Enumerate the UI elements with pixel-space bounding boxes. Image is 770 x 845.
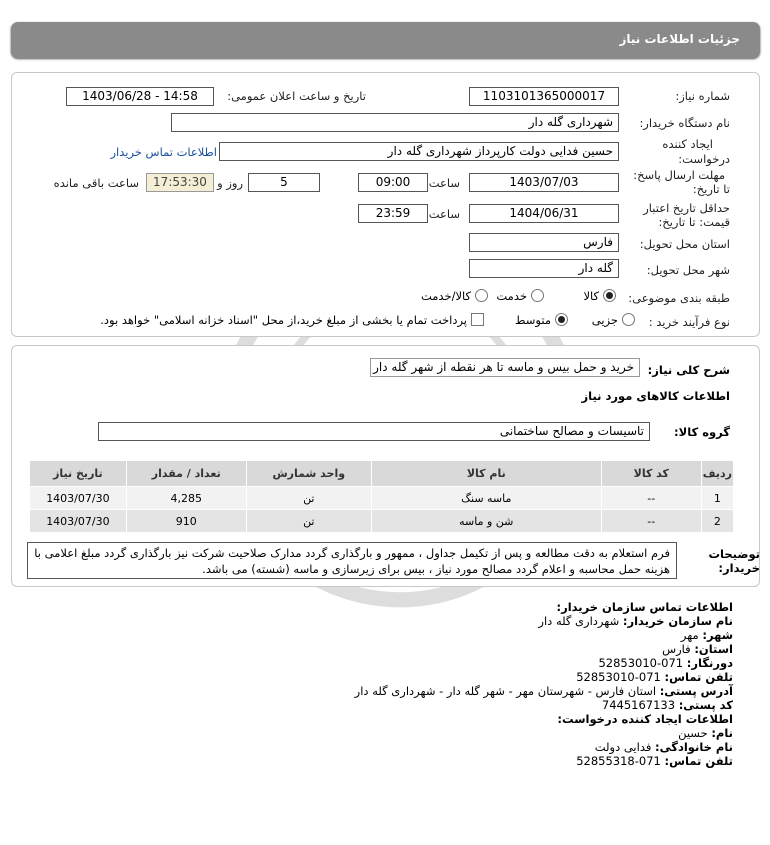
page-header <box>11 22 760 58</box>
col-header-name: نام کالا <box>371 461 601 487</box>
cell-name: ماسه سنگ <box>371 487 601 510</box>
col-header-date: تاریخ نیاز <box>30 461 127 487</box>
cell-date: 1403/07/30 <box>30 487 127 510</box>
goods-group-label: گروه کالا: <box>674 425 730 439</box>
category-option-goods-service[interactable]: کالا/خدمت <box>421 289 488 303</box>
contact-city: شهر: مهر <box>680 628 733 642</box>
col-header-qty: تعداد / مقدار <box>126 461 246 487</box>
col-header-code: کد کالا <box>601 461 701 487</box>
buyer-org-field: شهرداری گله دار <box>171 113 619 132</box>
validity-time-field: 23:59 <box>358 204 428 223</box>
cell-row-num: 1 <box>701 487 733 510</box>
deadline-label-1: مهلت ارسال پاسخ: <box>633 168 725 182</box>
city-field: گله دار <box>469 259 619 278</box>
deadline-label-2: تا تاریخ: <box>692 182 730 196</box>
buyer-notes-label-1: توضیحات <box>708 547 760 561</box>
category-option-service[interactable]: خدمت <box>496 289 544 303</box>
announce-date-label: تاریخ و ساعت اعلان عمومی: <box>227 89 366 103</box>
radio-icon <box>475 289 488 302</box>
goods-group-field: تاسیسات و مصالح ساختمانی <box>98 422 650 441</box>
creator-field: حسین فدایی دولت کارپرداز شهرداری گله دار <box>219 142 619 161</box>
checkbox-icon <box>471 313 484 326</box>
table-row <box>30 510 734 533</box>
radio-selected-icon <box>555 313 568 326</box>
description-field: خرید و حمل بیس و ماسه تا هر نقطه از شهر گله دار <box>370 358 640 377</box>
creator-title: اطلاعات ایجاد کننده درخواست: <box>557 712 733 726</box>
col-header-row-num: ردیف <box>701 461 733 487</box>
table-row <box>30 487 734 510</box>
remaining-time-field: 17:53:30 <box>146 173 214 192</box>
creator-label-2: درخواست: <box>678 152 730 166</box>
cell-unit: تن <box>246 487 371 510</box>
need-number-label: شماره نیاز: <box>675 89 730 103</box>
day-and-label: روز و <box>217 176 243 190</box>
purchase-option-minor[interactable]: جزیی <box>592 313 635 327</box>
radio-icon <box>531 289 544 302</box>
purchase-option-medium[interactable]: متوسط <box>515 313 568 327</box>
cell-qty: 4,285 <box>126 487 246 510</box>
creator-family: نام خانوادگی: فدایی دولت <box>594 740 733 754</box>
creator-name: نام: حسین <box>678 726 733 740</box>
province-label: استان محل تحویل: <box>639 237 730 251</box>
validity-time-label: ساعت <box>428 207 460 221</box>
description-label: شرح کلی نیاز: <box>647 363 730 377</box>
contact-address: آدرس پستی: استان فارس - شهرستان مهر - شهر گله دار - شهرداری گله دار <box>354 684 733 698</box>
radio-selected-icon <box>603 289 616 302</box>
treasury-checkbox[interactable]: پرداخت تمام یا بخشی از مبلغ خرید،از محل "اسناد خزانه اسلامی" خواهد بود. <box>100 313 484 327</box>
radio-icon <box>622 313 635 326</box>
need-number-field: 1103101365000017 <box>469 87 619 106</box>
remaining-label: ساعت باقی مانده <box>53 176 139 190</box>
deadline-time-label: ساعت <box>428 176 460 190</box>
goods-table <box>29 460 734 533</box>
city-label: شهر محل تحویل: <box>646 263 730 277</box>
cell-row-num: 2 <box>701 510 733 533</box>
contact-postal: کد پستی: 7445167133 <box>601 698 733 712</box>
purchase-type-label: نوع فرآیند خرید : <box>648 315 730 329</box>
validity-label-2: قیمت: تا تاریخ: <box>658 215 730 229</box>
deadline-date-field: 1403/07/03 <box>469 173 619 192</box>
table-header-row <box>30 461 734 487</box>
creator-label-1: ایجاد کننده <box>662 137 713 151</box>
contact-province: استان: فارس <box>662 642 733 656</box>
buyer-contact-link[interactable]: اطلاعات تماس خریدار <box>110 145 217 159</box>
buyer-notes-field: فرم استعلام به دقت مطالعه و پس از تکیمل جداول ، ممهور و بارگذاری گردد مدارک صلاحیت شرکت نیز بارگذاری گردد مبلغ اعلامی با هزینه حمل محاسبه و اعلام گردد مصالح مورد نیاز ، بیس برای زیرسازی و ماسه (شسته) می باشد. <box>27 542 677 579</box>
contact-org: نام سازمان خریدار: شهرداری گله دار <box>538 614 733 628</box>
buyer-notes-label-2: خریدار: <box>718 561 760 575</box>
validity-date-field: 1404/06/31 <box>469 204 619 223</box>
buyer-org-label: نام دستگاه خریدار: <box>639 116 730 130</box>
cell-qty: 910 <box>126 510 246 533</box>
cell-code: -- <box>601 487 701 510</box>
page-title: جزئیات اطلاعات نیاز <box>619 32 740 46</box>
col-header-unit: واحد شمارش <box>246 461 371 487</box>
contact-title: اطلاعات تماس سازمان خریدار: <box>556 600 733 614</box>
days-field: 5 <box>248 173 320 192</box>
contact-phone: تلفن تماس: 071-52853010 <box>576 670 733 684</box>
province-field: فارس <box>469 233 619 252</box>
category-label: طبقه بندی موضوعی: <box>628 291 730 305</box>
deadline-time-field: 09:00 <box>358 173 428 192</box>
cell-unit: تن <box>246 510 371 533</box>
contact-fax: دورنگار: 071-52853010 <box>598 656 733 670</box>
creator-phone: تلفن تماس: 071-52855318 <box>576 754 733 768</box>
cell-date: 1403/07/30 <box>30 510 127 533</box>
cell-name: شن و ماسه <box>371 510 601 533</box>
cell-code: -- <box>601 510 701 533</box>
announce-date-field: 1403/06/28 - 14:58 <box>66 87 214 106</box>
goods-info-heading: اطلاعات کالاهای مورد نیاز <box>581 389 730 403</box>
category-option-goods[interactable]: کالا <box>583 289 616 303</box>
validity-label-1: حداقل تاریخ اعتبار <box>643 201 730 215</box>
